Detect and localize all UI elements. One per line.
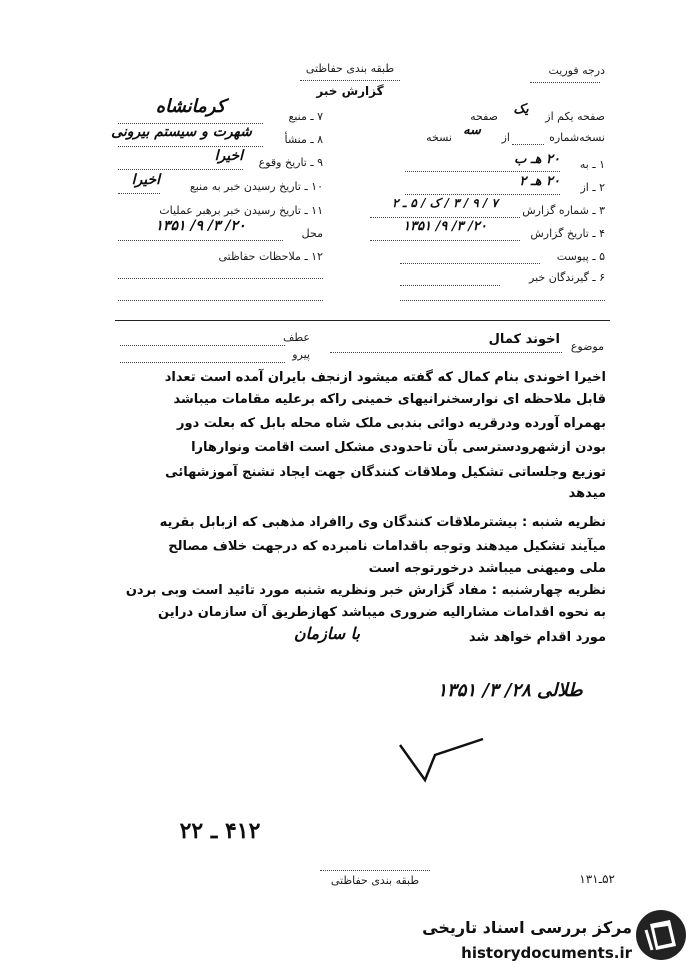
body-line: به نحوه اقدامات مشارالیه ضروری میباشد کهازطریق آن سازمان دراین <box>158 605 606 620</box>
body-line: نظریه شنبه : بیشترملاقات کنندگان وی راافراد مذهبی که ازبابل بقریه <box>159 515 606 530</box>
report-title: گزارش خبر <box>316 84 384 98</box>
date-received-source-label: ۱۰ ـ تاریخ رسیدن خبر به منبع <box>189 180 323 193</box>
place-label: محل <box>301 227 323 240</box>
watermark-title: مرکز بررسی اسناد تاریخی <box>422 918 632 937</box>
classification-label-bottom: طبقه بندی حفاظتی <box>330 874 420 887</box>
to-value: ۲۰ هـ ب <box>514 152 560 167</box>
recipients-field <box>400 285 500 286</box>
reference-peyro-field <box>120 362 285 363</box>
subject-field <box>330 352 562 353</box>
event-date-field <box>118 169 243 170</box>
report-number-field <box>370 217 520 218</box>
body-line: میآیند تشکیل میدهند وتوجه باقدامات نامبرده که درجهت خلاف مصالح <box>168 539 606 554</box>
date-received-source-value: اخیرا <box>131 172 160 188</box>
subject-value: اخوند کمال <box>488 332 560 347</box>
recipients-field-2 <box>400 300 605 301</box>
origin-label: ۸ ـ منشأ <box>284 133 323 146</box>
report-date-value: ۲۰/ ۳/ ۹/ ۱۳۵۱ <box>403 219 487 234</box>
place-value: ۲۰/ ۳/ ۹/ ۱۳۵۱ <box>155 218 246 234</box>
page-value: یک <box>513 102 529 117</box>
source-value: کرمانشاه <box>155 96 226 117</box>
reference-peyro-label: پیرو <box>292 348 310 361</box>
to-field <box>405 171 560 172</box>
copy-label: نسخه‌شماره <box>549 131 605 144</box>
classification-field-top <box>300 80 400 81</box>
body-line: میدهد <box>568 486 606 501</box>
closing-handwritten-note: با سازمان <box>293 624 360 643</box>
urgency-label: درجه فوریت <box>548 64 605 77</box>
event-date-label: ۹ ـ تاریخ وقوع <box>258 156 323 169</box>
date-received-ops-label: ۱۱ ـ تاریخ رسیدن خبر برهبر عملیات <box>159 204 323 217</box>
from-label: ۲ ـ از <box>580 181 605 194</box>
signature-mark <box>395 735 490 785</box>
recipients-label: ۶ ـ گیرندگان خبر <box>529 271 605 284</box>
urgency-field <box>530 82 600 83</box>
body-line: نظریه چهارشنبه : مفاد گزارش خبر ونظریه شنبه مورد تائید است وبی بردن <box>125 583 606 598</box>
watermark-url: historydocuments.ir <box>461 944 632 962</box>
report-date-label: ۴ ـ تاریخ گزارش <box>530 227 605 240</box>
classification-field-bottom <box>320 870 430 871</box>
page-suffix: صفحه <box>470 110 498 123</box>
form-number: ۵۲ـ۱۳۱ <box>579 872 615 886</box>
copy-suffix: نسخه <box>426 131 452 144</box>
to-label: ۱ ـ به <box>579 158 605 171</box>
body-line: بودن ازشهرودسترسی بآن تاحدودی مشکل است اقامت ونوارهارا <box>191 440 606 455</box>
body-line: ملی ومیهنی میباشد درخورتوجه است <box>368 561 606 576</box>
body-line: توزیع وجلساتی تشکیل وملاقات کنندگان جهت ایجاد تشنج آموزشهائی <box>165 465 606 480</box>
body-line: قابل ملاحظه ای نوارسخنرانیهای خمینی راکه برعلیه مقامات میباشد <box>173 392 606 407</box>
report-number-value: ۷ / ۹ / ۳ / ک / ۵ ـ ۲ <box>392 196 498 210</box>
archive-number: ۴۱۲ ـ ۲۲ <box>179 818 261 844</box>
classification-label-top: طبقه بندی حفاظتی <box>305 62 395 75</box>
origin-value: شهرت و سیستم بیرونی <box>111 124 252 140</box>
source-label: ۷ ـ منبع <box>288 110 323 123</box>
attachment-field <box>400 263 540 264</box>
signature-note: طلالی ۲۸/ ۳/ ۱۳۵۱ <box>437 680 583 701</box>
body-line: بهمراه آورده ودرقریه دوائی بندبی ملک شاه محله بابل که بعلت دور <box>177 416 606 431</box>
date-received-source-field <box>118 193 160 194</box>
copy-mid: از <box>501 131 510 144</box>
from-value: ۲۰ هـ ۲ <box>519 174 560 189</box>
reference-atf-field <box>120 345 285 346</box>
watermark-logo-icon <box>636 910 686 960</box>
from-field <box>405 194 560 195</box>
section-divider <box>115 320 610 321</box>
remarks-field-2 <box>118 300 323 301</box>
body-line: اخیرا اخوندی بنام کمال که گفته میشود ازنجف بایران آمده است تعداد <box>164 370 606 385</box>
event-date-value: اخیرا <box>214 148 243 164</box>
subject-label: موضوع <box>570 340 604 353</box>
report-number-label: ۳ ـ شماره گزارش <box>522 204 605 217</box>
reference-atf-label: عطف <box>283 331 310 344</box>
place-field <box>118 240 283 241</box>
report-date-field <box>370 240 520 241</box>
origin-field <box>118 146 263 147</box>
copy-field <box>512 144 544 145</box>
remarks-field-1 <box>118 278 323 279</box>
remarks-label: ۱۲ ـ ملاحظات حفاظتی <box>218 250 323 263</box>
copy-value2: سه <box>463 123 481 138</box>
attachment-label: ۵ ـ پیوست <box>556 250 605 263</box>
body-line: مورد اقدام خواهد شد <box>468 630 606 645</box>
page-label: صفحه یکم از <box>545 110 605 123</box>
